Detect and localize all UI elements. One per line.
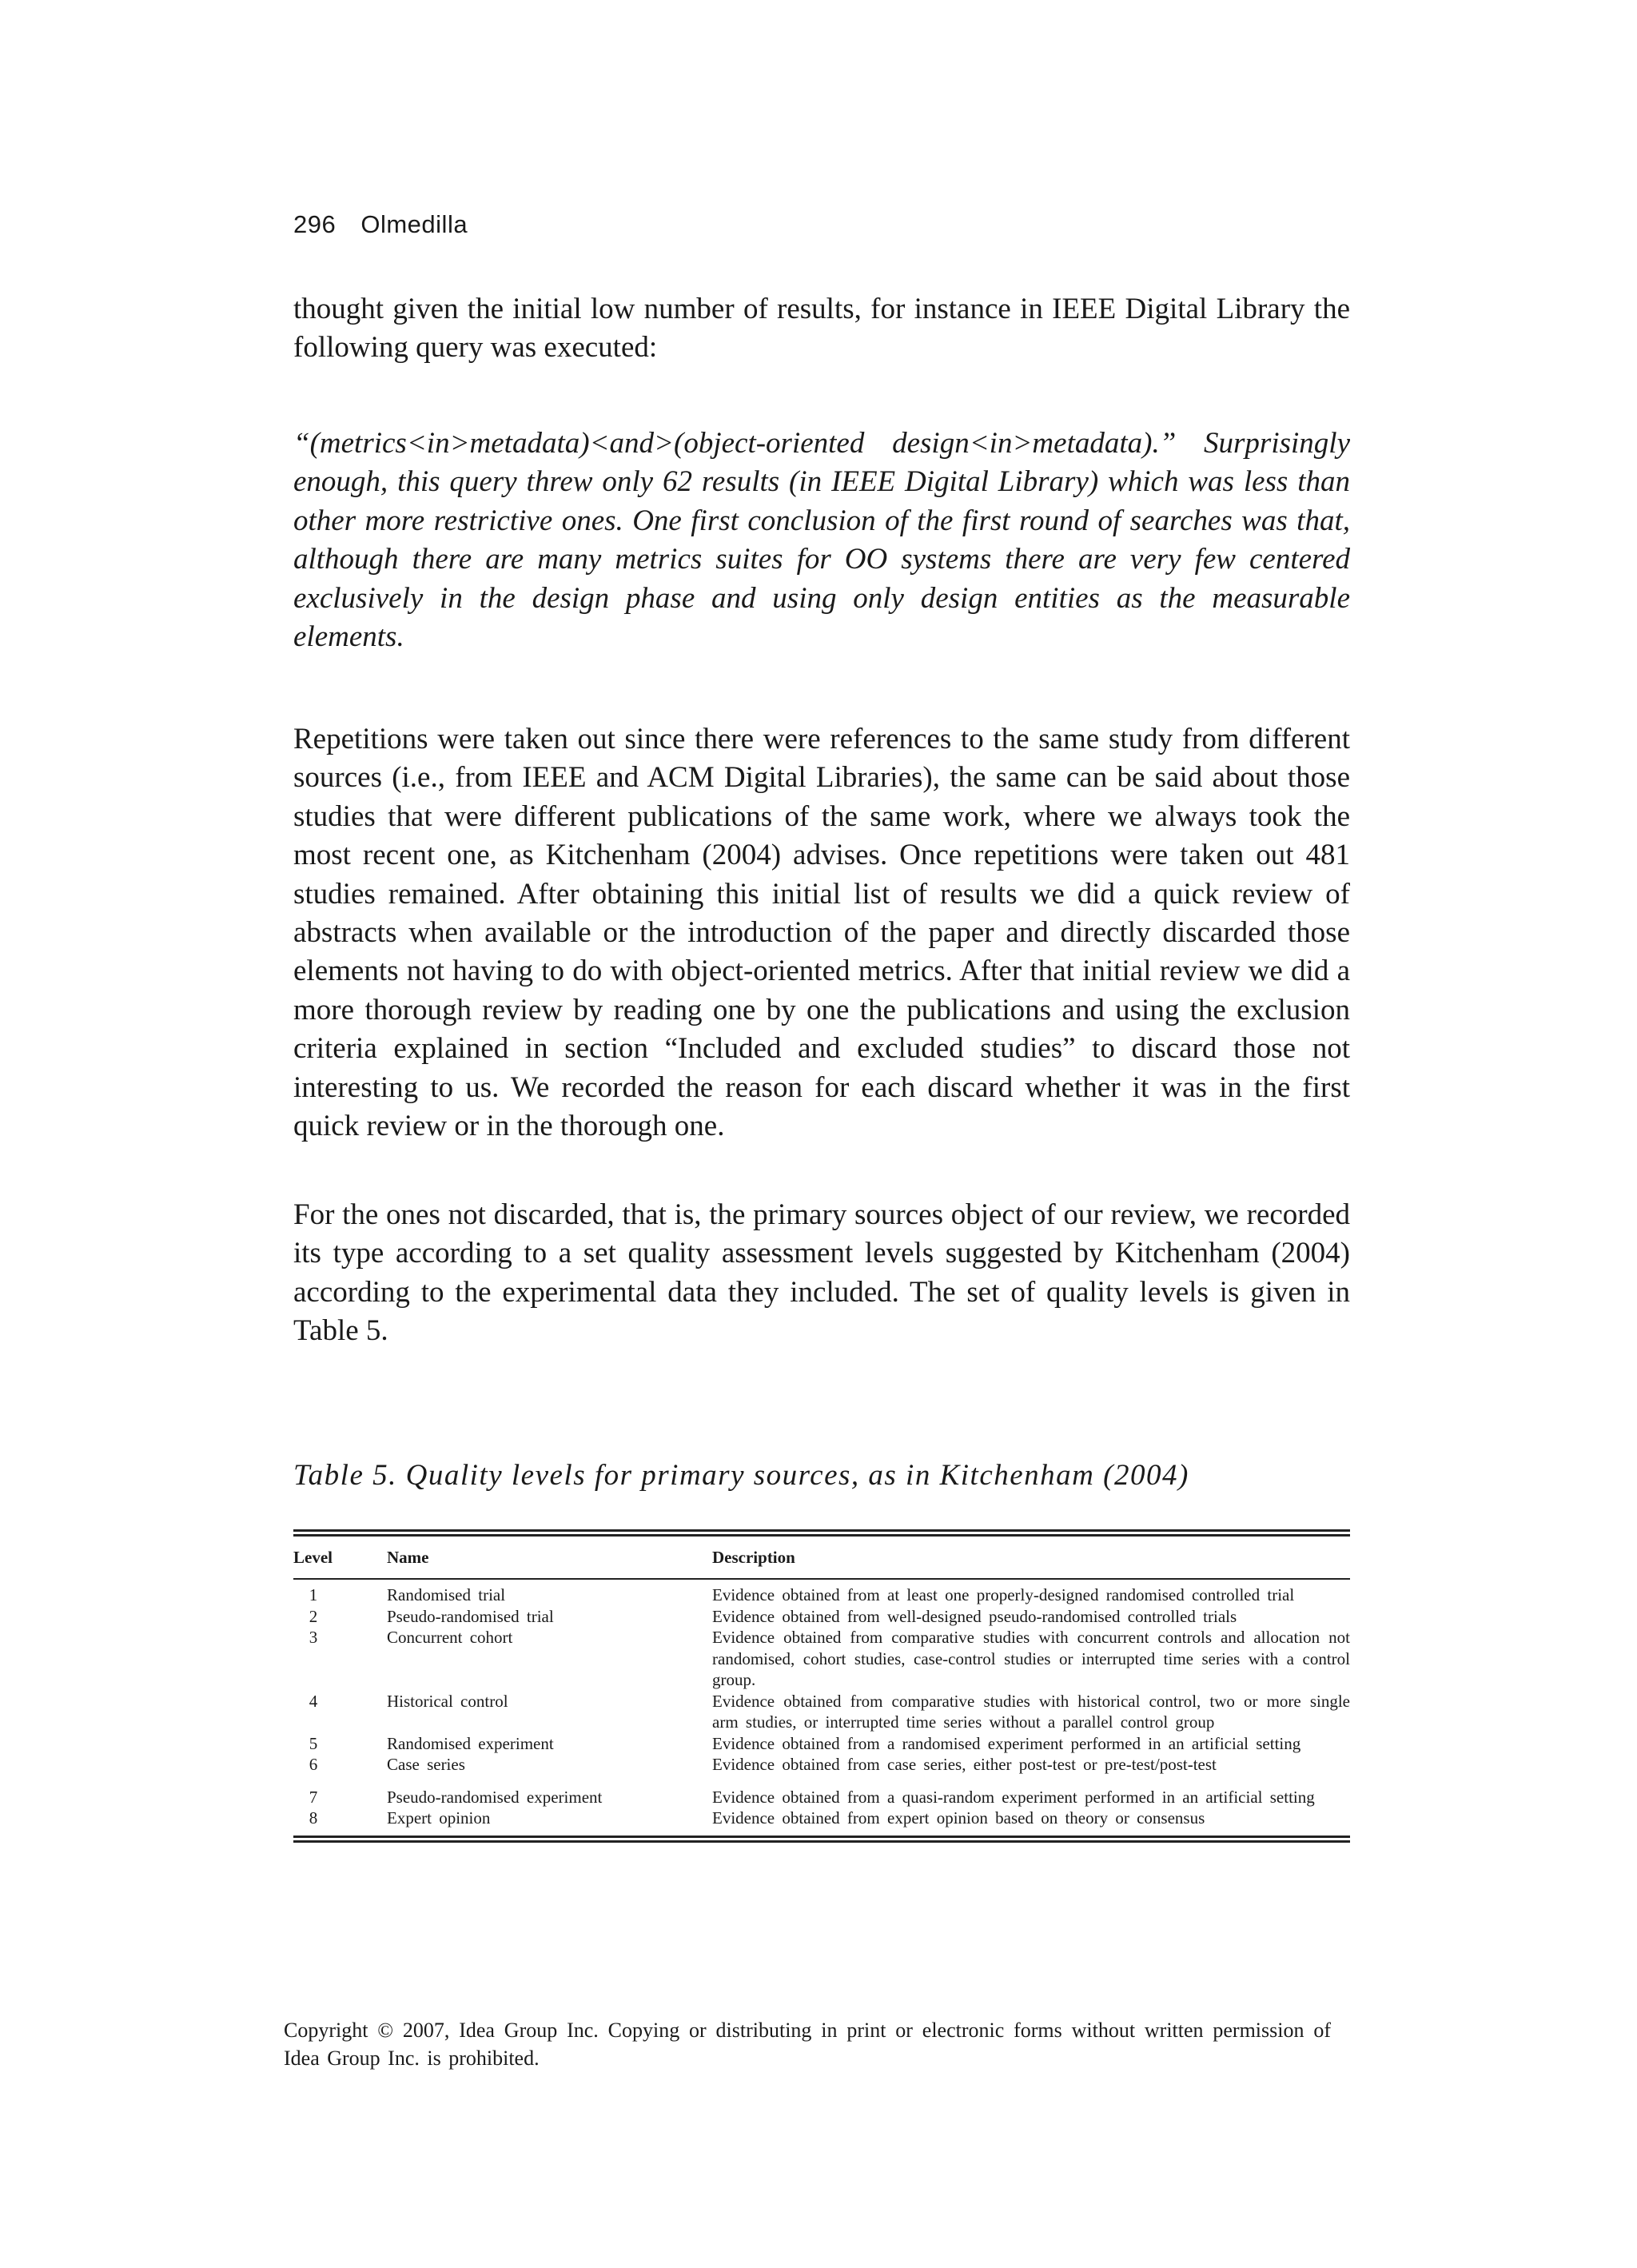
cell-level: 7 [309,1787,318,1807]
cell-description: Evidence obtained from expert opinion based on theory or consensus [712,1808,1205,1828]
table-row [293,1808,1350,1829]
cell-name: Pseudo-randomised experiment [387,1787,603,1807]
table-body [293,1580,1350,1836]
table-row [293,1787,1350,1808]
cell-name: Pseudo-randomised trial [387,1606,554,1626]
paragraph-repetitions: Repetitions were taken out since there were references to the same study from different sources (i.e., from IEEE and ACM Digital Libraries), the same can be said about those studies that were different publications of the same work, where we always took the most recent one, as Kitchenham (2004) advises. Once repetitions were taken out 481 studies remained. After obtaining this initial list of results we did a quick review of abstracts when available or the introduction of the paper and directly discarded those elements not having to do with object-oriented metrics. After that initial review we did a more thorough review by reading one by one the publications and using the exclusion criteria explained in section “Included and excluded studies” to discard those not interesting to us. We recorded the reason for each discard whether it was in the first quick review or in the thorough one. [293,723,1350,1143]
quality-levels-table [293,1529,1350,1843]
header-name: Name [387,1547,429,1567]
cell-level: 2 [309,1606,318,1626]
cell-name: Concurrent cohort [387,1628,513,1647]
header-description: Description [712,1547,795,1567]
table-row [293,1691,1350,1733]
cell-name: Randomised trial [387,1585,506,1604]
cell-description: Evidence obtained from case series, either post-test or pre-test/post-test [712,1755,1217,1774]
cell-description: Evidence obtained from at least one properly-designed randomised controlled trial [712,1585,1295,1604]
table-row [293,1627,1350,1691]
running-title: Olmedilla [360,210,468,238]
cell-name: Case series [387,1755,465,1774]
cell-level: 5 [309,1733,318,1753]
running-header [293,210,468,239]
cell-name: Expert opinion [387,1808,491,1828]
page-number: 296 [293,210,337,238]
cell-level: 4 [309,1691,318,1711]
cell-level: 3 [309,1628,318,1647]
cell-description: Evidence obtained from well-designed pseudo-randomised controlled trials [712,1606,1237,1626]
cell-name: Randomised experiment [387,1733,554,1753]
header-level: Level [293,1547,333,1567]
table-row [293,1754,1350,1776]
cell-description: Evidence obtained from a quasi-random experiment performed in an artificial setting [712,1787,1315,1807]
cell-description: Evidence obtained from comparative studies with concurrent controls and allocation not randomised, cohort studies, case-control studies or interrupted time series with a control group. [712,1628,1350,1689]
table-row [293,1733,1350,1755]
cell-level: 6 [309,1755,318,1774]
table-header-row [293,1537,1350,1580]
table-row [293,1584,1350,1606]
table-top-rule [293,1529,1350,1537]
table-row [293,1606,1350,1628]
cell-name: Historical control [387,1691,508,1711]
copyright-notice: Copyright © 2007, Idea Group Inc. Copying or distributing in print or electronic forms without written permission of Idea Group Inc. is prohibited. [284,2019,1331,2070]
cell-level: 8 [309,1808,318,1828]
cell-level: 1 [309,1585,318,1604]
cell-description: Evidence obtained from comparative studies with historical control, two or more single arm studies, or interrupted time series without a parallel control group [712,1691,1350,1732]
paragraph-not-discarded: For the ones not discarded, that is, the primary sources object of our review, we recorded its type according to a set quality assessment levels suggested by Kitchenham (2004) according to the experimental data they included. The set of quality levels is given in Table 5. [293,1198,1350,1348]
table-bottom-rule [293,1836,1350,1843]
paragraph-query-quote: “(metrics<in>metadata)<and>(object-oriented design<in>metadata).” Surprisingly enough, this query threw only 62 results (in IEEE Digital Library) which was less than other more restrictive ones. One first conclusion of the first round of searches was that, although there are many metrics suites for OO systems there are very few centered exclusively in the design phase and using only design entities as the measurable elements. [293,427,1350,654]
paragraph-intro: thought given the initial low number of results, for instance in IEEE Digital Library the following query was executed: [293,293,1350,365]
cell-description: Evidence obtained from a randomised experiment performed in an artificial setting [712,1733,1301,1753]
table-caption: Table 5. Quality levels for primary sources, as in Kitchenham (2004) [293,1459,1189,1492]
